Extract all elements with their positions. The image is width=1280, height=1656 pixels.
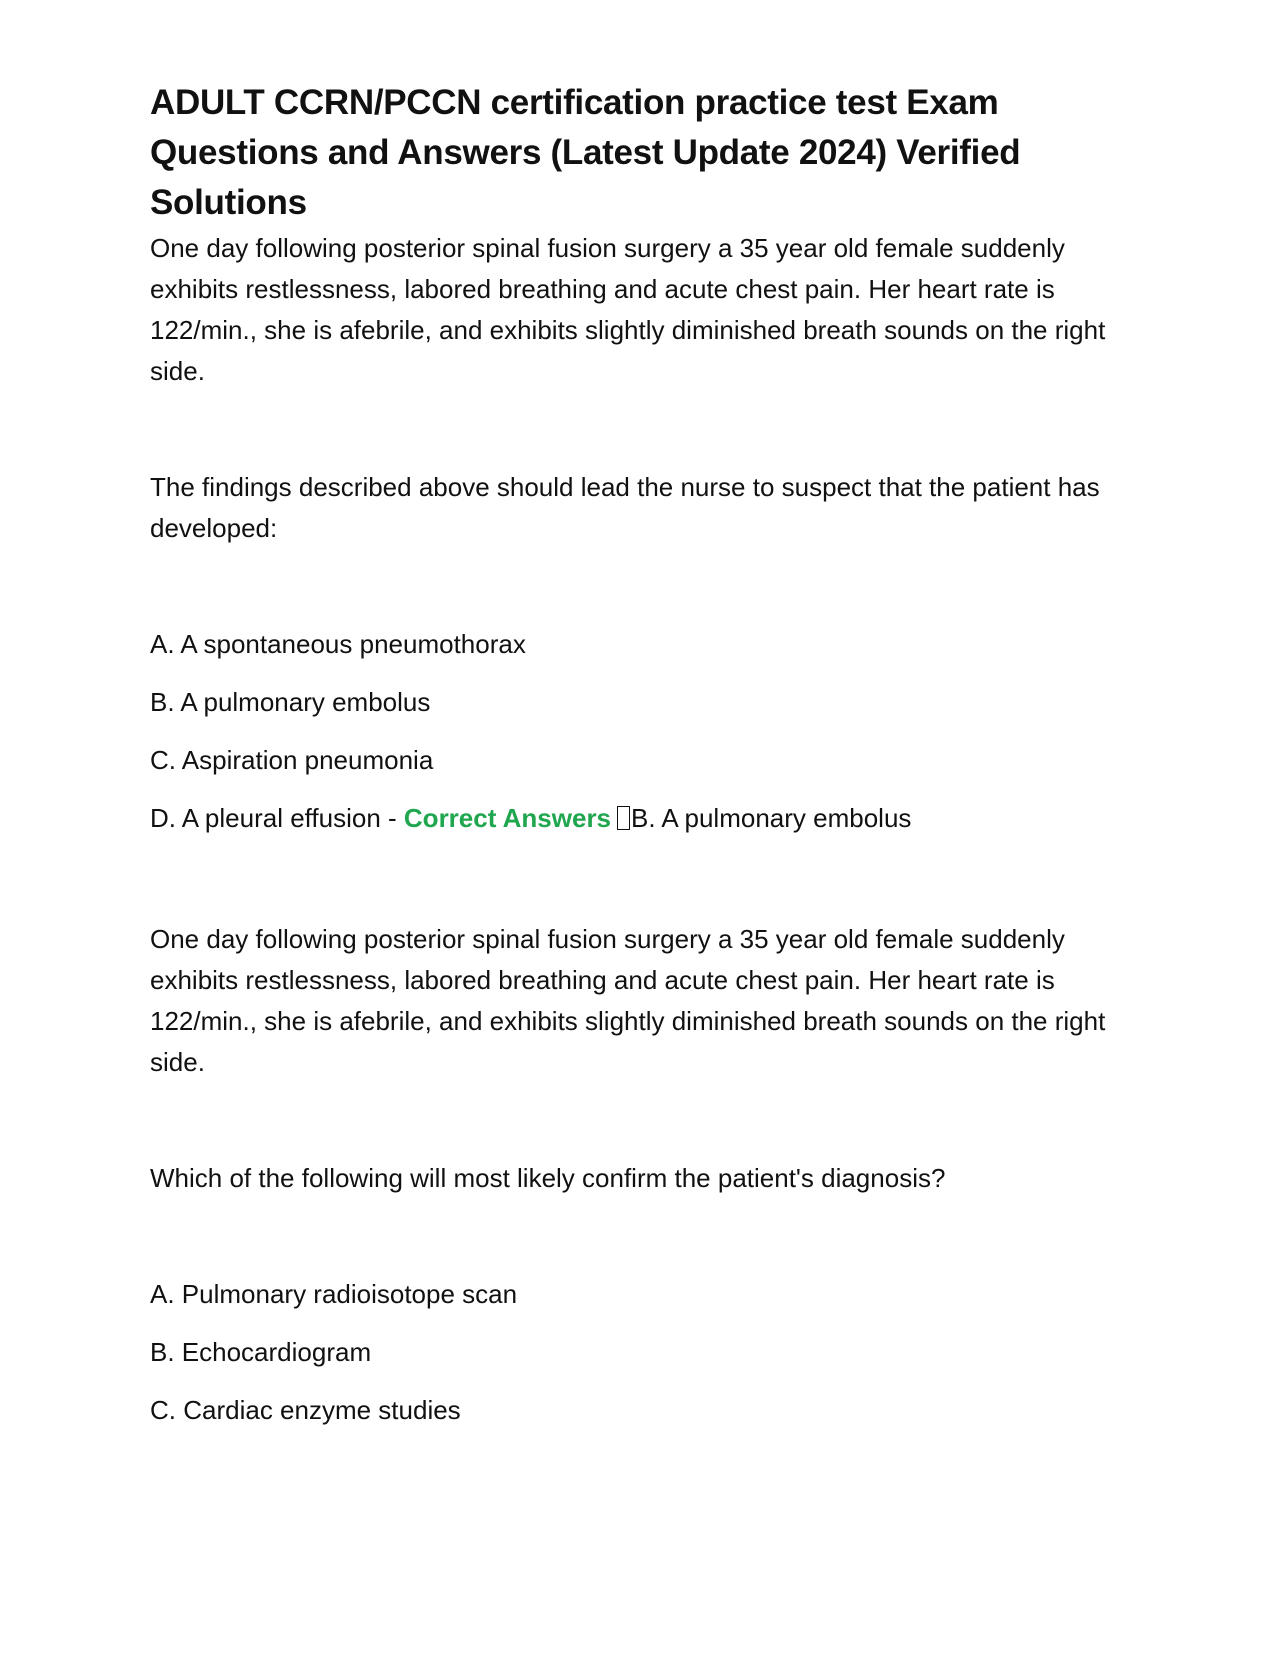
question1-stem: One day following posterior spinal fusion surgery a 35 year old female suddenly exhibits restlessness, labored breathing and acute chest pain. Her heart rate is 122/min., she is afebrile, and exhibits slightly diminished breath sounds on the right side. xyxy=(150,233,1106,386)
question1-prompt: The findings described above should lead the nurse to suspect that the patient has developed: xyxy=(150,472,1100,543)
question1-answer: B. A pulmonary embolus xyxy=(631,803,912,833)
question1-option-b: B. A pulmonary embolus xyxy=(150,687,431,717)
question1-option-c: C. Aspiration pneumonia xyxy=(150,745,434,775)
question1-option-d-with-answer xyxy=(150,798,1140,839)
document-page xyxy=(150,78,1140,1448)
document-title: ADULT CCRN/PCCN certification practice test Exam Questions and Answers (Latest Update 2024) Verified Solutions xyxy=(150,83,1021,222)
correct-answers-label: Correct Answers xyxy=(403,803,612,833)
question2-prompt: Which of the following will most likely confirm the patient's diagnosis? xyxy=(150,1163,946,1193)
question1-option-d: D. A pleural effusion - xyxy=(150,803,404,833)
spacer xyxy=(150,1199,1140,1274)
spacer xyxy=(150,549,1140,624)
missing-glyph-icon xyxy=(617,806,630,830)
spacer xyxy=(150,1083,1140,1158)
question2-option-c: C. Cardiac enzyme studies xyxy=(150,1395,461,1425)
spacer xyxy=(150,392,1140,467)
question2-stem: One day following posterior spinal fusion surgery a 35 year old female suddenly exhibits restlessness, labored breathing and acute chest pain. Her heart rate is 122/min., she is afebrile, and exhibits slightly diminished breath sounds on the right side. xyxy=(150,924,1106,1077)
question2-option-b: B. Echocardiogram xyxy=(150,1337,372,1367)
question2-option-a: A. Pulmonary radioisotope scan xyxy=(150,1279,518,1309)
spacer xyxy=(150,856,1140,919)
question1-option-a: A. A spontaneous pneumothorax xyxy=(150,629,526,659)
